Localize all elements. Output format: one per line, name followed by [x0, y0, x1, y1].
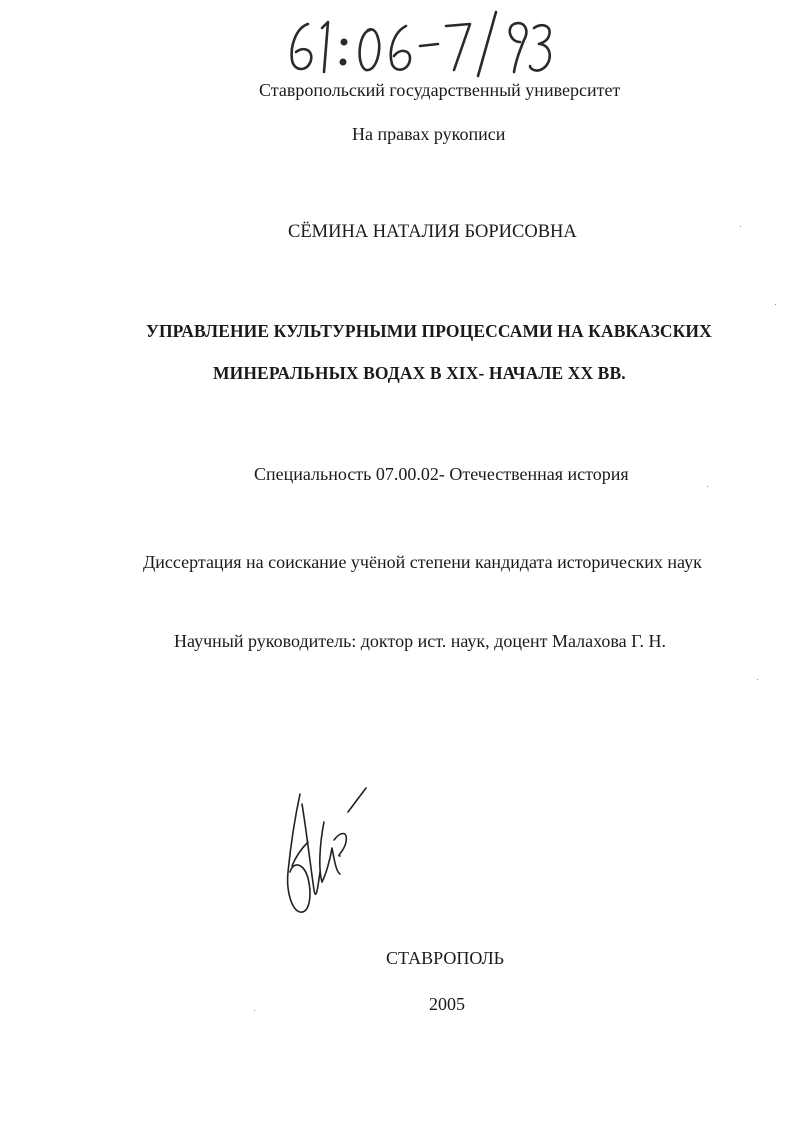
- author-name: СЁМИНА НАТАЛИЯ БОРИСОВНА: [288, 222, 577, 242]
- handwritten-call-number: [278, 6, 558, 78]
- scan-speck: [757, 679, 758, 680]
- scan-speck: [775, 304, 776, 305]
- city-name: СТАВРОПОЛЬ: [386, 948, 504, 968]
- dissertation-title-line-2: МИНЕРАЛЬНЫХ ВОДАХ В XIX- НАЧАЛЕ XX ВВ.: [213, 363, 626, 383]
- publication-year: 2005: [429, 994, 465, 1014]
- specialty-line: Специальность 07.00.02- Отечественная история: [254, 464, 629, 484]
- degree-line: Диссертация на соискание учёной степени кандидата исторических наук: [143, 552, 702, 572]
- advisor-line: Научный руководитель: доктор ист. наук, доцент Малахова Г. Н.: [174, 631, 667, 651]
- dissertation-title-line-1: УПРАВЛЕНИЕ КУЛЬТУРНЫМИ ПРОЦЕССАМИ НА КАВКАЗСКИХ: [146, 321, 712, 341]
- manuscript-note: На правах рукописи: [352, 124, 506, 144]
- university-name: Ставропольский государственный университет: [259, 80, 621, 100]
- scan-speck: [254, 1010, 255, 1011]
- handwritten-signature: [280, 782, 380, 927]
- scan-speck: [707, 486, 708, 487]
- scan-speck: [740, 226, 741, 227]
